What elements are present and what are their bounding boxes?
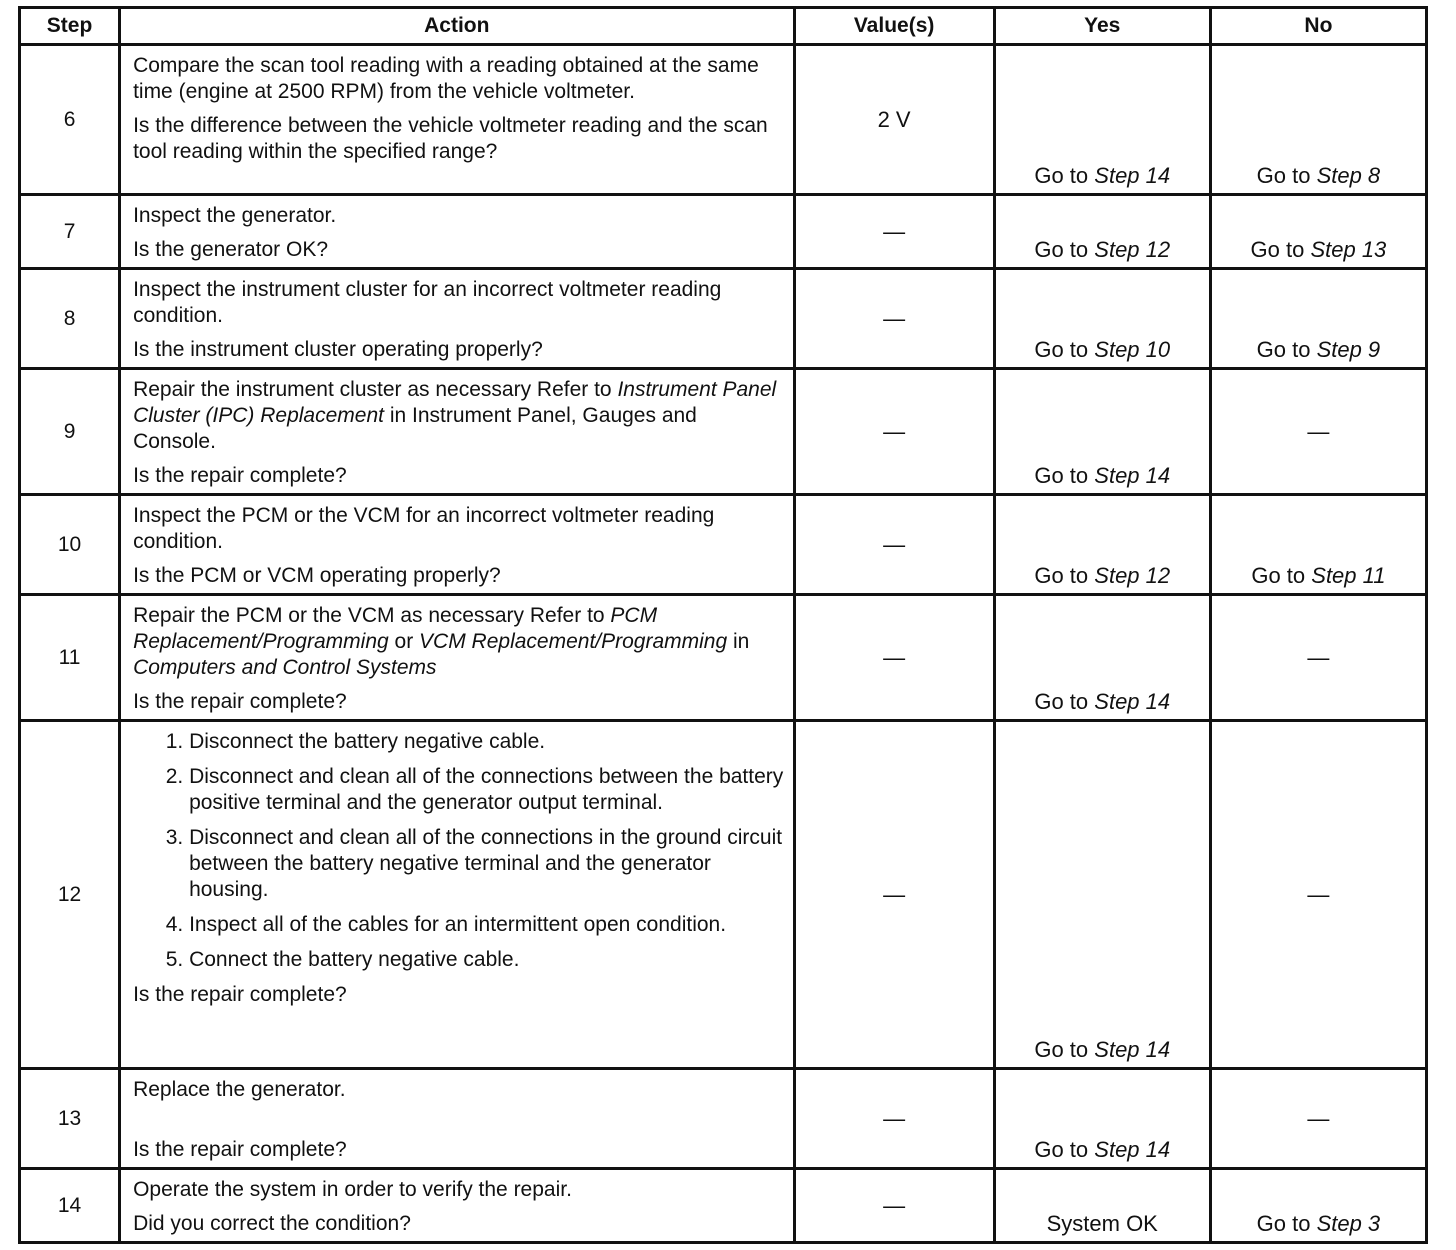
action-cell (120, 595, 794, 721)
table-row-step-8 (20, 269, 1427, 369)
yes-step-ref: Step 14 (1094, 689, 1171, 714)
table-row-step-6 (20, 45, 1427, 195)
yes-cell (994, 1069, 1210, 1169)
no-prefix: Go to (1256, 163, 1311, 188)
yes-step-ref: Step 14 (1094, 463, 1171, 488)
header-step: Step (20, 8, 120, 45)
yes-step-ref: Step 10 (1094, 337, 1171, 362)
no-prefix: Go to (1251, 563, 1306, 588)
reference-title: VCM Replacement/Programming (419, 630, 728, 653)
action-text-part: or (394, 630, 414, 653)
table-row-step-7 (20, 195, 1427, 269)
no-cell: — (1210, 1069, 1426, 1169)
action-text (133, 377, 784, 455)
action-cell (120, 495, 794, 595)
value-cell: — (794, 195, 994, 269)
no-cell: — (1210, 369, 1426, 495)
yes-cell (994, 269, 1210, 369)
yes-prefix: Go to (1034, 1037, 1089, 1062)
header-row (20, 8, 1427, 45)
reference-title: Instrument Panel Cluster (IPC) Replacement (133, 378, 777, 427)
action-question: Did you correct the condition? (133, 1212, 411, 1235)
action-text-part: Repair the PCM or the VCM as necessary Refer to (133, 604, 605, 627)
yes-cell (994, 195, 1210, 269)
header-action: Action (120, 8, 794, 45)
step-number: 13 (20, 1069, 120, 1169)
yes-prefix: Go to (1034, 337, 1089, 362)
table-row-step-13 (20, 1069, 1427, 1169)
yes-prefix: Go to (1034, 463, 1089, 488)
action-question: Is the repair complete? (133, 464, 347, 487)
action-cell (120, 45, 794, 195)
no-cell (1210, 1169, 1426, 1243)
header-no: No (1210, 8, 1426, 45)
value-cell: — (794, 721, 994, 1069)
substep-list (133, 729, 784, 973)
value-cell: — (794, 269, 994, 369)
action-cell (120, 195, 794, 269)
action-cell (120, 369, 794, 495)
action-cell (120, 269, 794, 369)
action-question: Is the instrument cluster operating properly? (133, 338, 543, 361)
no-step-ref: Step 3 (1316, 1211, 1381, 1236)
table-row-step-9 (20, 369, 1427, 495)
action-cell (120, 1069, 794, 1169)
action-text-part: in (733, 630, 750, 653)
action-question: Is the repair complete? (133, 983, 347, 1006)
yes-step-ref: Step 12 (1094, 563, 1171, 588)
yes-cell (994, 495, 1210, 595)
value-cell: — (794, 1169, 994, 1243)
no-cell (1210, 45, 1426, 195)
yes-cell (994, 721, 1210, 1069)
step-number: 6 (20, 45, 120, 195)
table-row-step-12 (20, 721, 1427, 1069)
header-yes: Yes (994, 8, 1210, 45)
no-cell: — (1210, 595, 1426, 721)
yes-cell (994, 369, 1210, 495)
action-question: Is the repair complete? (133, 690, 347, 713)
value-cell: 2 V (794, 45, 994, 195)
no-prefix: Go to (1250, 237, 1305, 262)
substep-item: 3. Disconnect and clean all of the connections in the ground circuit between the battery negative terminal and the generator housing. (189, 825, 784, 903)
substep-item: 1. Disconnect the battery negative cable. (189, 729, 784, 755)
no-step-ref: Step 9 (1316, 337, 1381, 362)
action-question: Is the PCM or VCM operating properly? (133, 564, 501, 587)
value-cell: — (794, 369, 994, 495)
action-text-part: in Instrument Panel, Gauges and Console. (133, 404, 697, 453)
action-text: Replace the generator. (133, 1078, 346, 1101)
no-prefix: Go to (1256, 1211, 1311, 1236)
no-cell (1210, 495, 1426, 595)
action-question: Is the difference between the vehicle voltmeter reading and the scan tool reading within the specified range? (133, 114, 768, 163)
action-text-part: Repair the instrument cluster as necessary Refer to (133, 378, 612, 401)
yes-prefix: Go to (1034, 163, 1089, 188)
substep-item: 5. Connect the battery negative cable. (189, 947, 784, 973)
header-values: Value(s) (794, 8, 994, 45)
yes-cell (994, 45, 1210, 195)
value-cell: — (794, 495, 994, 595)
substep-item: 4. Inspect all of the cables for an intermittent open condition. (189, 912, 784, 938)
reference-title: Computers and Control Systems (133, 656, 437, 679)
step-number: 12 (20, 721, 120, 1069)
action-question: Is the repair complete? (133, 1138, 347, 1161)
step-number: 14 (20, 1169, 120, 1243)
action-text: Operate the system in order to verify the repair. (133, 1178, 572, 1201)
table-row-step-14 (20, 1169, 1427, 1243)
action-cell (120, 721, 794, 1069)
action-text: Inspect the PCM or the VCM for an incorrect voltmeter reading condition. (133, 504, 715, 553)
step-number: 9 (20, 369, 120, 495)
no-cell: — (1210, 721, 1426, 1069)
value-cell: — (794, 1069, 994, 1169)
yes-prefix: Go to (1034, 689, 1089, 714)
no-step-ref: Step 13 (1310, 237, 1387, 262)
no-step-ref: Step 11 (1311, 563, 1386, 588)
table-row-step-10 (20, 495, 1427, 595)
yes-prefix: Go to (1034, 563, 1089, 588)
no-prefix: Go to (1256, 337, 1311, 362)
no-step-ref: Step 8 (1316, 163, 1381, 188)
substep-item: 2. Disconnect and clean all of the connections between the battery positive terminal and the generator output terminal. (189, 764, 784, 816)
yes-cell: System OK (994, 1169, 1210, 1243)
yes-step-ref: Step 14 (1094, 1137, 1171, 1162)
step-number: 8 (20, 269, 120, 369)
action-text: Compare the scan tool reading with a reading obtained at the same time (engine at 2500 RPM) from the vehicle voltmeter. (133, 54, 759, 103)
reference-title: PCM Replacement/Programming (133, 604, 658, 653)
action-text: Inspect the generator. (133, 204, 337, 227)
table-row-step-11 (20, 595, 1427, 721)
yes-step-ref: Step 12 (1094, 237, 1171, 262)
value-cell: — (794, 595, 994, 721)
step-number: 10 (20, 495, 120, 595)
action-cell (120, 1169, 794, 1243)
no-cell (1210, 269, 1426, 369)
action-text (133, 603, 784, 681)
no-cell (1210, 195, 1426, 269)
yes-step-ref: Step 14 (1094, 163, 1171, 188)
step-number: 11 (20, 595, 120, 721)
diagnostic-table (18, 6, 1428, 1244)
step-number: 7 (20, 195, 120, 269)
yes-cell (994, 595, 1210, 721)
action-text: Inspect the instrument cluster for an incorrect voltmeter reading condition. (133, 278, 722, 327)
action-question: Is the generator OK? (133, 238, 329, 261)
yes-step-ref: Step 14 (1094, 1037, 1171, 1062)
yes-prefix: Go to (1034, 237, 1089, 262)
yes-prefix: Go to (1034, 1137, 1089, 1162)
